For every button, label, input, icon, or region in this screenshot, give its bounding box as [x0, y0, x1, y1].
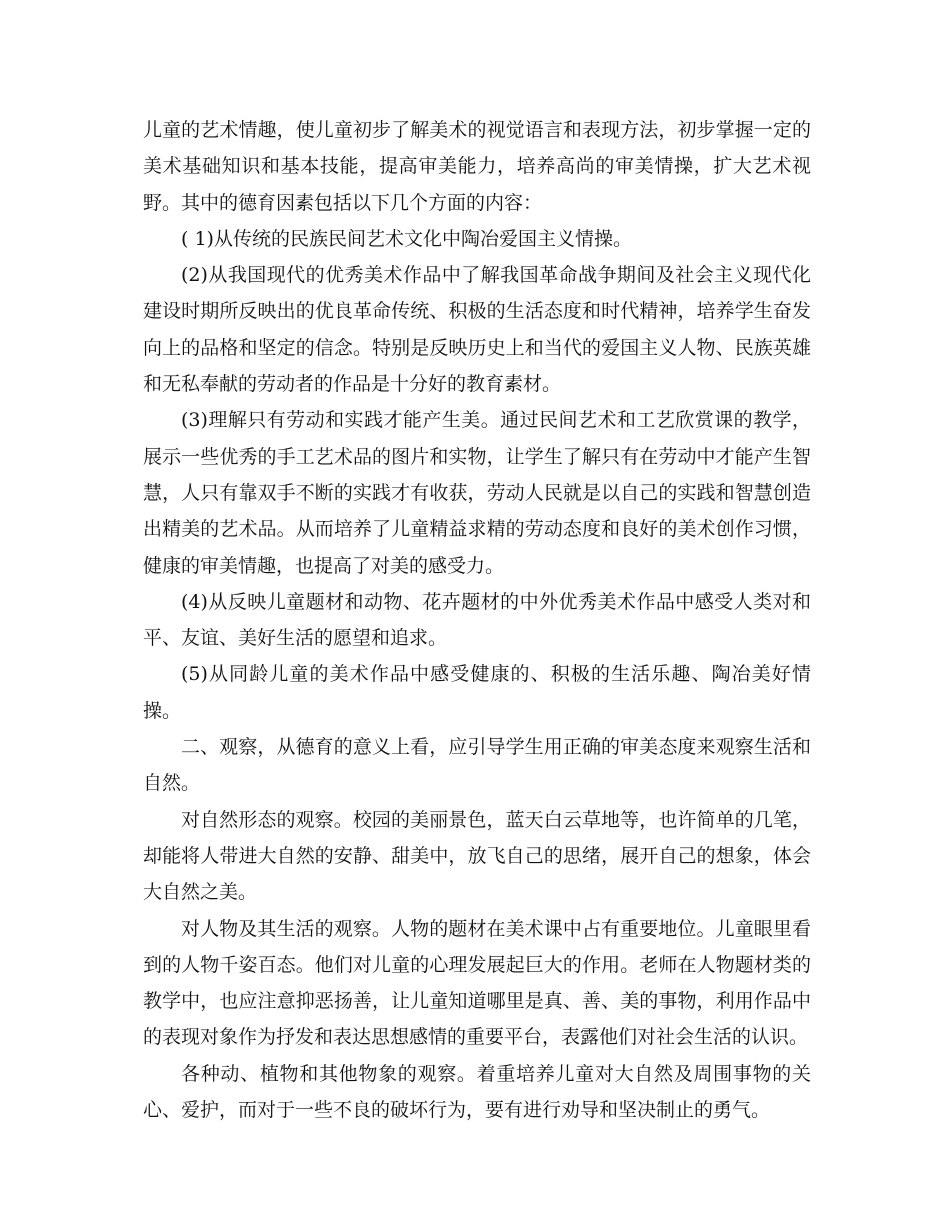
paragraph-9: 对人物及其生活的观察。人物的题材在美术课中占有重要地位。儿童眼里看到的人物千姿百态。他们对儿童的心理发展起巨大的作用。老师在人物题材类的教学中，也应注意抑恶扬善，让儿童知道哪里是真、善、美的事物，利用作品中的表现对象作为抒发和表达思想感情的重要平台，表露他们对社会生活的认识。	[143, 917, 811, 1049]
paragraph-8: 对自然形态的观察。校园的美丽景色，蓝天白云草地等，也许简单的几笔，却能将人带进大自然的安静、甜美中，放飞自己的思绪，展开自己的想象，体会大自然之美。	[143, 808, 811, 904]
paragraph-4: (3)理解只有劳动和实践才能产生美。通过民间艺术和工艺欣赏课的教学，展示一些优秀的手工艺术品的图片和实物，让学生了解只有在劳动中才能产生智慧，人只有靠双手不断的实践才有收获，劳动人民就是以自己的实践和智慧创造出精美的艺术品。从而培养了儿童精益求精的劳动态度和良好的美术创作习惯，健康的审美情趣，也提高了对美的感受力。	[143, 409, 811, 577]
document-page	[143, 112, 811, 1128]
paragraph-3: (2)从我国现代的优秀美术作品中了解我国革命战争期间及社会主义现代化建设时期所反映出的优良革命传统、积极的生活态度和时代精神，培养学生奋发向上的品格和坚定的信念。特别是反映历史上和当代的爱国主义人物、民族英雄和无私奉献的劳动者的作品是十分好的教育素材。	[143, 264, 811, 396]
paragraph-1: 儿童的艺术情趣，使儿童初步了解美术的视觉语言和表现方法，初步掌握一定的美术基础知识和基本技能，提高审美能力，培养高尚的审美情操，扩大艺术视野。其中的德育因素包括以下几个方面的内容：	[143, 119, 811, 214]
paragraph-10: 各种动、植物和其他物象的观察。着重培养儿童对大自然及周围事物的关心、爱护，而对于一些不良的破坏行为，要有进行劝导和坚决制止的勇气。	[143, 1062, 811, 1122]
paragraph-6: (5)从同龄儿童的美术作品中感受健康的、积极的生活乐趣、陶冶美好情操。	[143, 663, 811, 722]
paragraph-5: (4)从反映儿童题材和动物、花卉题材的中外优秀美术作品中感受人类对和平、友谊、美好生活的愿望和追求。	[143, 590, 811, 650]
paragraph-2: ( 1)从传统的民族民间艺术文化中陶冶爱国主义情操。	[181, 227, 632, 250]
paragraph-7: 二、观察，从德育的意义上看，应引导学生用正确的审美态度来观察生活和自然。	[143, 736, 811, 795]
